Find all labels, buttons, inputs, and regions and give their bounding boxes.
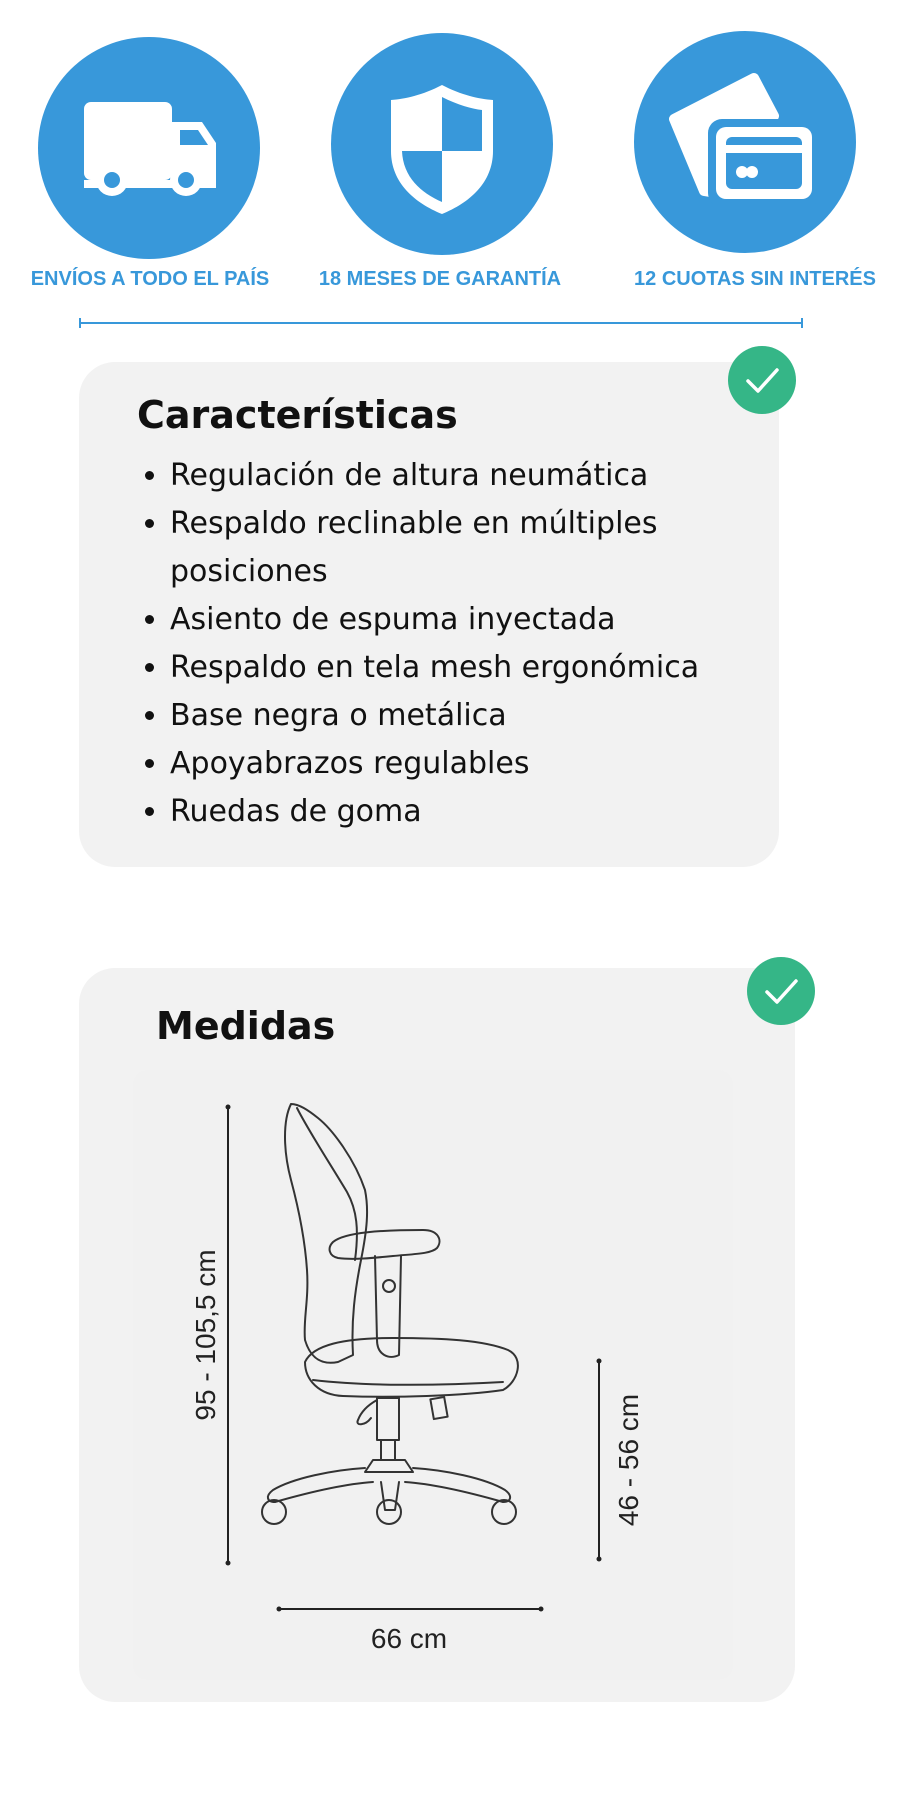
- shipping-label: ENVÍOS A TODO EL PAÍS: [30, 268, 270, 290]
- warranty-label: 18 MESES DE GARANTÍA: [318, 268, 562, 290]
- list-item: • Regulación de altura neumática: [170, 452, 770, 500]
- shield-icon: [331, 33, 553, 255]
- list-item: • Asiento de espuma inyectada: [170, 596, 770, 644]
- features-title: Características: [137, 393, 458, 437]
- checkmark-icon: [747, 957, 815, 1025]
- width-label: 66 cm: [370, 1623, 448, 1654]
- warranty-badge: [331, 33, 553, 255]
- checkmark-icon: [728, 346, 796, 414]
- divider-line: [79, 322, 803, 324]
- shipping-badge: [38, 37, 260, 259]
- chair-dimensions-diagram: [133, 1070, 733, 1680]
- list-item: • Respaldo en tela mesh ergonómica: [170, 644, 770, 692]
- list-item: • Ruedas de goma: [170, 788, 770, 836]
- features-list: [136, 452, 770, 836]
- credit-card-icon: [634, 31, 856, 253]
- list-item: • Respaldo reclinable en múltiples posiciones: [170, 500, 770, 596]
- installments-label: 12 CUOTAS SIN INTERÉS: [634, 268, 876, 290]
- total-height-label: 95 - 105,5 cm: [190, 1249, 221, 1421]
- installments-badge: [634, 31, 856, 253]
- measures-title: Medidas: [156, 1004, 336, 1048]
- truck-icon: [38, 37, 260, 259]
- seat-height-label: 46 - 56 cm: [613, 1393, 644, 1527]
- office-chair-icon: [262, 1104, 518, 1524]
- list-item: • Apoyabrazos regulables: [170, 740, 770, 788]
- list-item: • Base negra o metálica: [170, 692, 770, 740]
